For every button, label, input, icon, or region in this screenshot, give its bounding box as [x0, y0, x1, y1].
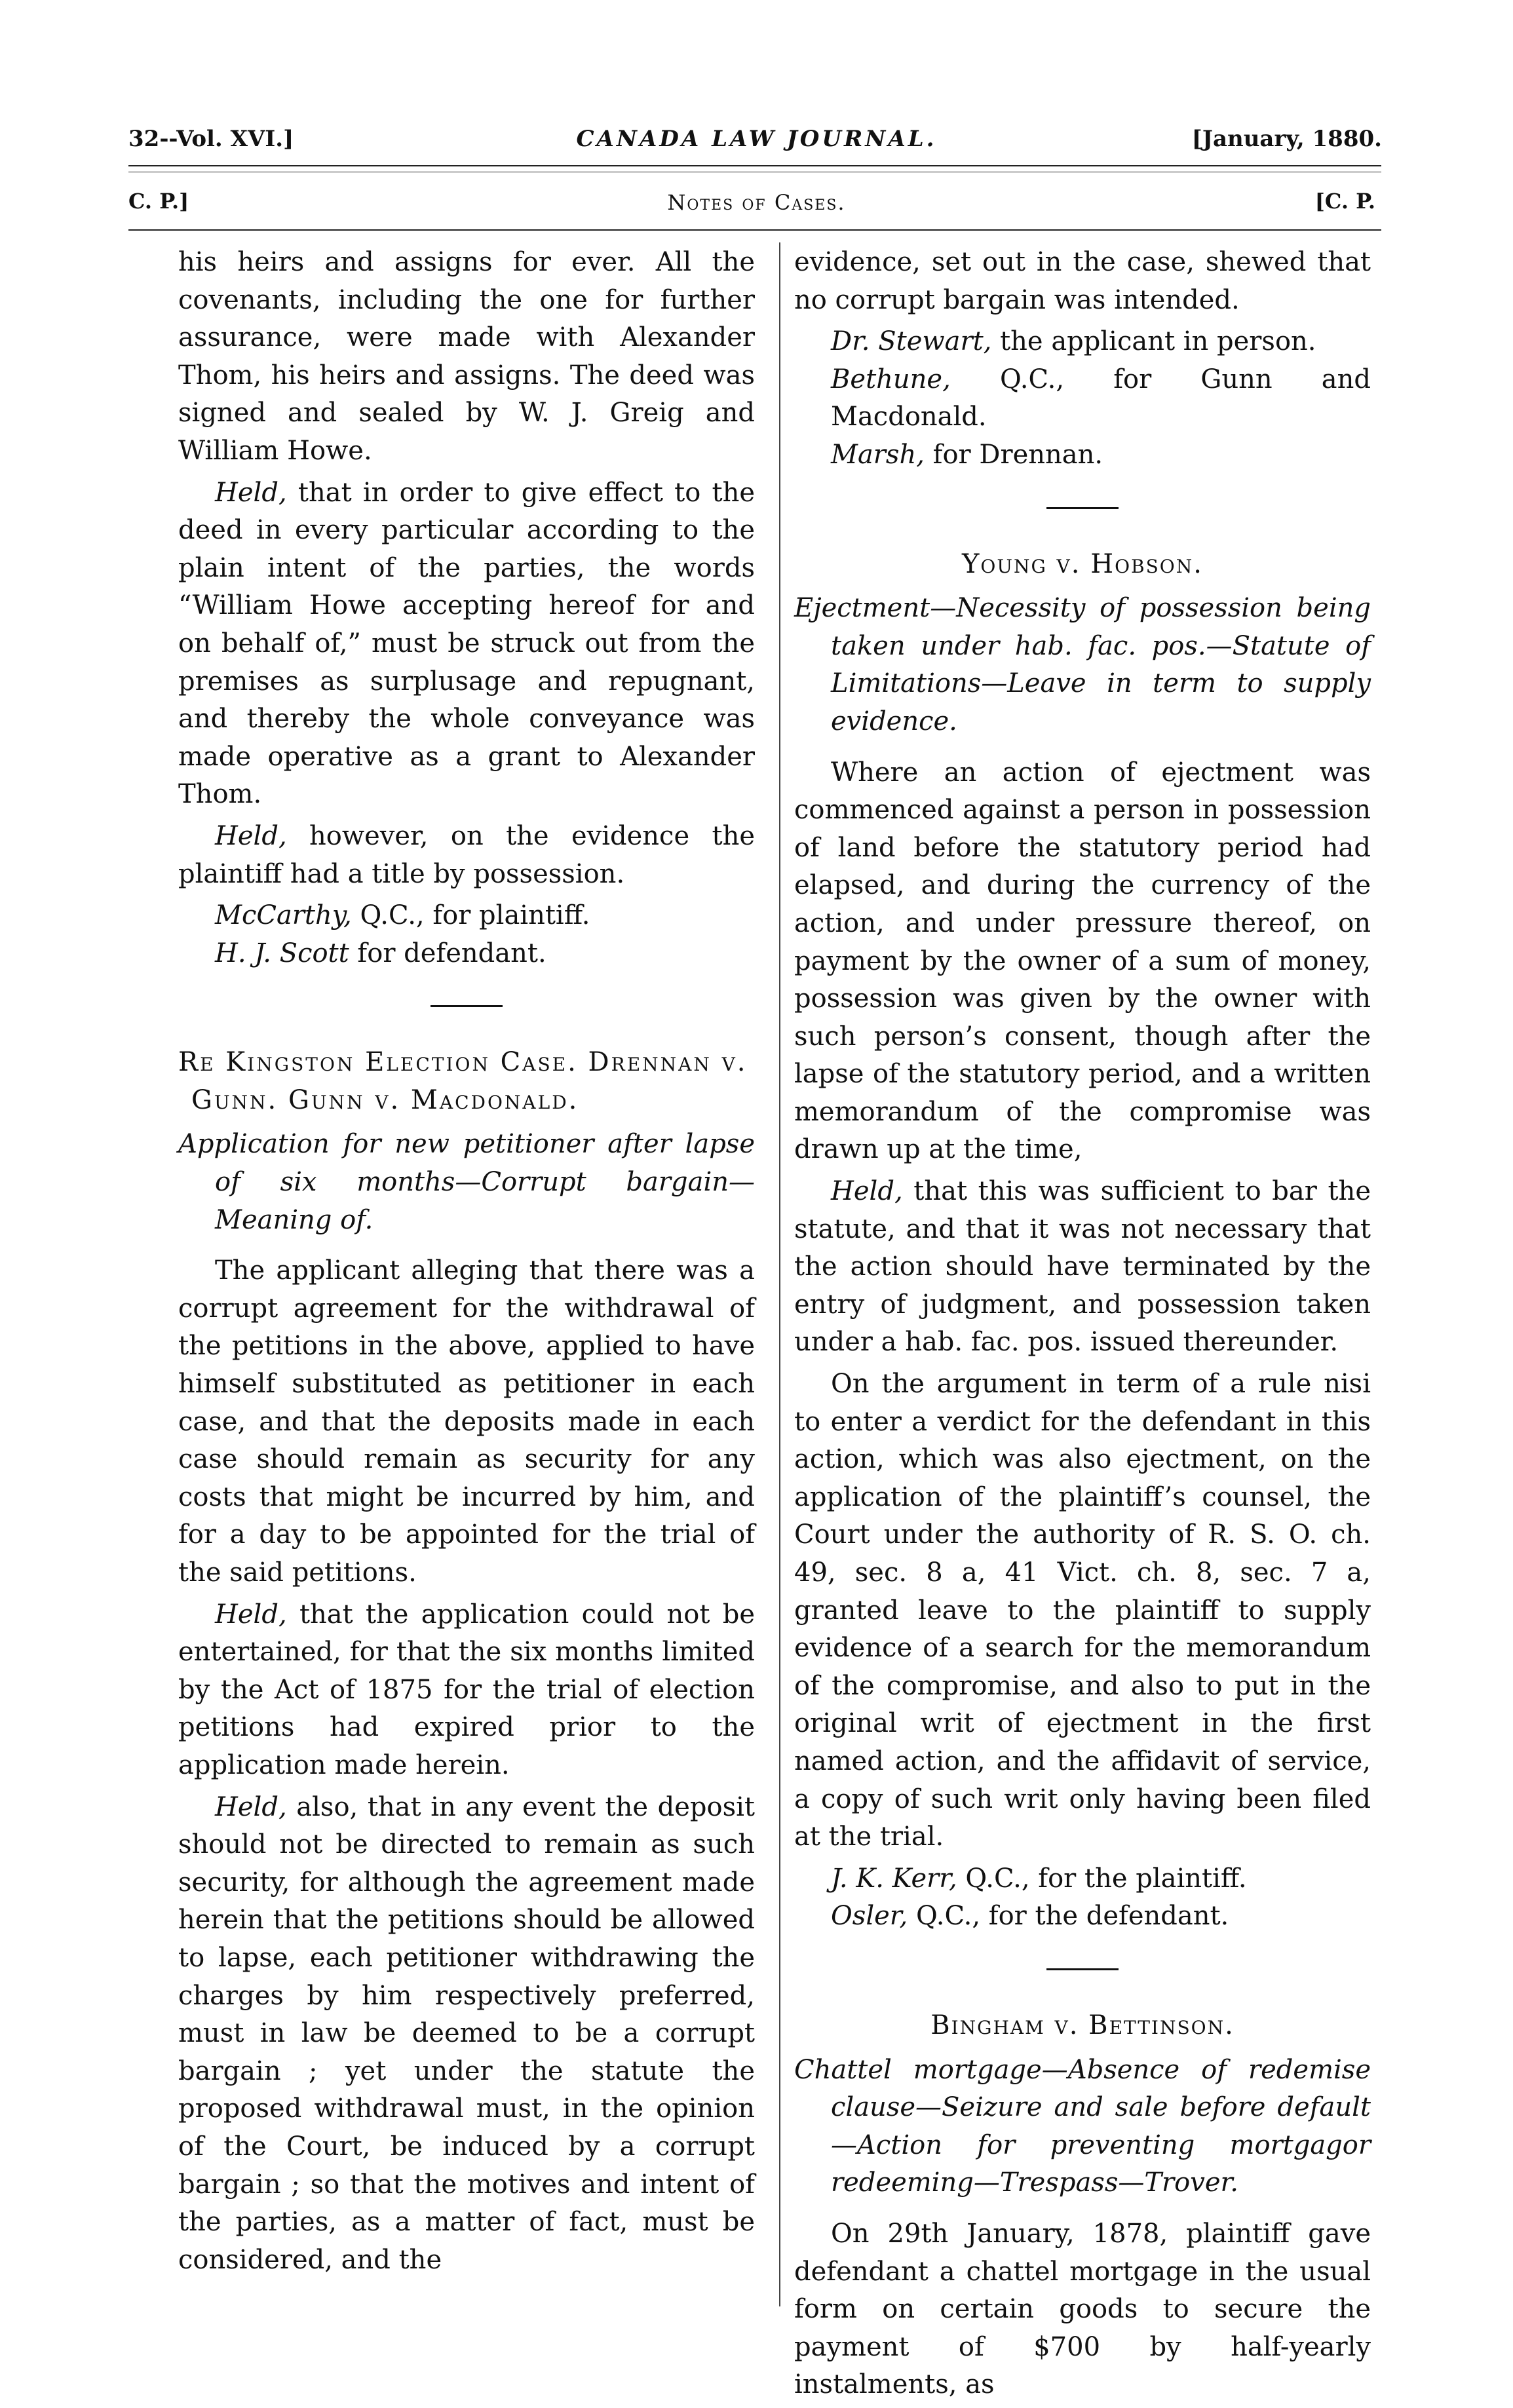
counsel-role: for Drennan. — [924, 439, 1103, 470]
left-column — [178, 244, 755, 2283]
counsel-line — [831, 1860, 1371, 1898]
counsel-line — [215, 935, 755, 973]
held-paragraph — [178, 474, 755, 814]
page-number-volume: 32--Vol. XVI.] — [128, 126, 294, 152]
counsel-name: Osler, — [831, 1901, 908, 1932]
paragraph-text: that this was sufficient to bar the statute, and that it was not necessary that the action should have terminated by the entry of judgment, and possession taken under a hab. fac. pos. issued thereunder. — [794, 1176, 1371, 1358]
counsel-line — [215, 897, 755, 935]
paragraph: On 29th January, 1878, plaintiff gave defendant a chattel mortgage in the usual form on certain goods to secure the payment of $700 by half-yearly instalments, as — [794, 2218, 1371, 2400]
case-separator — [431, 1005, 503, 1007]
case-headnote: Application for new petitioner after lapse of six months—Corrupt bargain—Meaning of. — [178, 1129, 755, 1235]
counsel-line — [831, 436, 1371, 474]
counsel-line — [831, 361, 1371, 436]
held-paragraph — [178, 1596, 755, 1785]
counsel-role: Q.C., for the defendant. — [908, 1901, 1229, 1932]
counsel-name: Dr. Stewart, — [831, 326, 992, 357]
held-label: Held, — [215, 1599, 287, 1630]
paragraph: his heirs and assigns for ever. All the covenants, including the one for further assurance, were made with Alexander Thom, his heirs and assigns. The deed was signed and sealed by W. J. Greig and William Howe. — [178, 247, 755, 466]
held-label: Held, — [215, 820, 287, 851]
held-label: Held, — [215, 1791, 287, 1822]
counsel-role: for defendant. — [349, 938, 546, 968]
paragraph-text: that the application could not be entertained, for that the six months limited by the Act of 1875 for the trial of election petitions had expired prior to the application made herein. — [178, 1599, 755, 1780]
court-right: [C. P. — [1314, 189, 1375, 214]
column-divider — [779, 242, 780, 2306]
held-paragraph — [794, 1173, 1371, 1362]
paragraph-text: also, that in any event the deposit should not be directed to remain as such security, for although the agreement made herein that the petitions should be allowed to lapse, each petitioner withdrawing the charges by him respectively preferred, must in law be deemed to be a corrupt bargain ; yet under the statute the proposed withdrawal must, in the opinion of the Court, be induced by a corrupt bargain ; so that the motives and intent of the parties, as a matter of fact, must be considered, and the — [178, 1791, 755, 2275]
case-headnote: Chattel mortgage—Absence of redemise clause—Seizure and sale before default—Action for preventing mortgagor redeeming—Trespass—Trover. — [794, 2054, 1371, 2198]
case-title: Bingham v. Bettinson. — [930, 2010, 1235, 2040]
paragraph-text: however, on the evidence the plaintiff had a title by possession. — [178, 820, 755, 889]
case-headnote: Ejectment—Necessity of possession being taken under hab. fac. pos.—Statute of Limitations—Leave in term to supply evidence. — [794, 593, 1371, 736]
issue-date: [January, 1880. — [1191, 126, 1382, 152]
paragraph: The applicant alleging that there was a corrupt agreement for the withdrawal of the petitions in the above, applied to have himself substituted as petitioner in each case, and that the deposits made in each case should remain as security for any costs that might be incurred by him, and for a day to be appointed for the trial of the said petitions. — [178, 1255, 755, 1588]
counsel-name: Bethune, — [831, 364, 951, 394]
counsel-line — [831, 323, 1371, 361]
paragraph: Where an action of ejectment was commenced against a person in possession of land before the statutory period had elapsed, and during the currency of the action, and under pressure thereof, on payment by the owner of a sum of money, possession was given by the owner with such person’s consent, though after the lapse of the statutory period, and a written memorandum of the compromise was drawn up at the time, — [794, 757, 1371, 1165]
case-separator — [1046, 1968, 1119, 1970]
counsel-line — [831, 1898, 1371, 1936]
case-separator — [1046, 507, 1119, 509]
counsel-role: Q.C., for plaintiff. — [351, 900, 590, 931]
section-title: Notes of Cases. — [667, 190, 846, 215]
paragraph-text: that in order to give effect to the deed in every particular according to the plain intent of the parties, the words “William Howe accepting hereof for and on behalf of,” must be struck out from the premises as surplusage and repugnant, and thereby the whole conveyance was made operative as a grant to Alexander Thom. — [178, 477, 755, 810]
case-title: Young v. Hobson. — [962, 548, 1203, 579]
header-rule — [128, 165, 1381, 166]
counsel-name: H. J. Scott — [215, 938, 349, 968]
case-title: Re Kingston Election Case. Drennan v. Gunn. Gunn v. Macdonald. — [178, 1047, 748, 1115]
counsel-name: J. K. Kerr, — [831, 1863, 957, 1894]
held-label: Held, — [215, 477, 287, 508]
right-column — [794, 244, 1371, 2408]
counsel-name: McCarthy, — [215, 900, 352, 931]
paragraph: On the argument in term of a rule nisi to enter a verdict for the defendant in this action, which was also ejectment, on the application of the plaintiff’s counsel, the Court under the authority of R. S. O. ch. 49, sec. 8 a, 41 Vict. ch. 8, sec. 7 a, granted leave to the plaintiff to supply evidence of a search for the memorandum of the compromise, and also to put in the original writ of ejectment in the first named action, and the affidavit of service, a copy of such writ only having been filed at the trial. — [794, 1369, 1371, 1852]
held-label: Held, — [831, 1176, 903, 1207]
held-paragraph — [178, 818, 755, 893]
counsel-role: the applicant in person. — [991, 326, 1316, 357]
paragraph: evidence, set out in the case, shewed that no corrupt bargain was intended. — [794, 247, 1371, 315]
court-left: C. P.] — [128, 189, 189, 214]
counsel-role: Q.C., for the plaintiff. — [957, 1863, 1247, 1894]
counsel-name: Marsh, — [831, 439, 925, 470]
held-paragraph — [178, 1789, 755, 2280]
journal-title: CANADA LAW JOURNAL. — [576, 126, 937, 152]
subheader-rule — [128, 229, 1381, 231]
counsel-role: Q.C., for Gunn and Macdonald. — [831, 364, 1371, 432]
